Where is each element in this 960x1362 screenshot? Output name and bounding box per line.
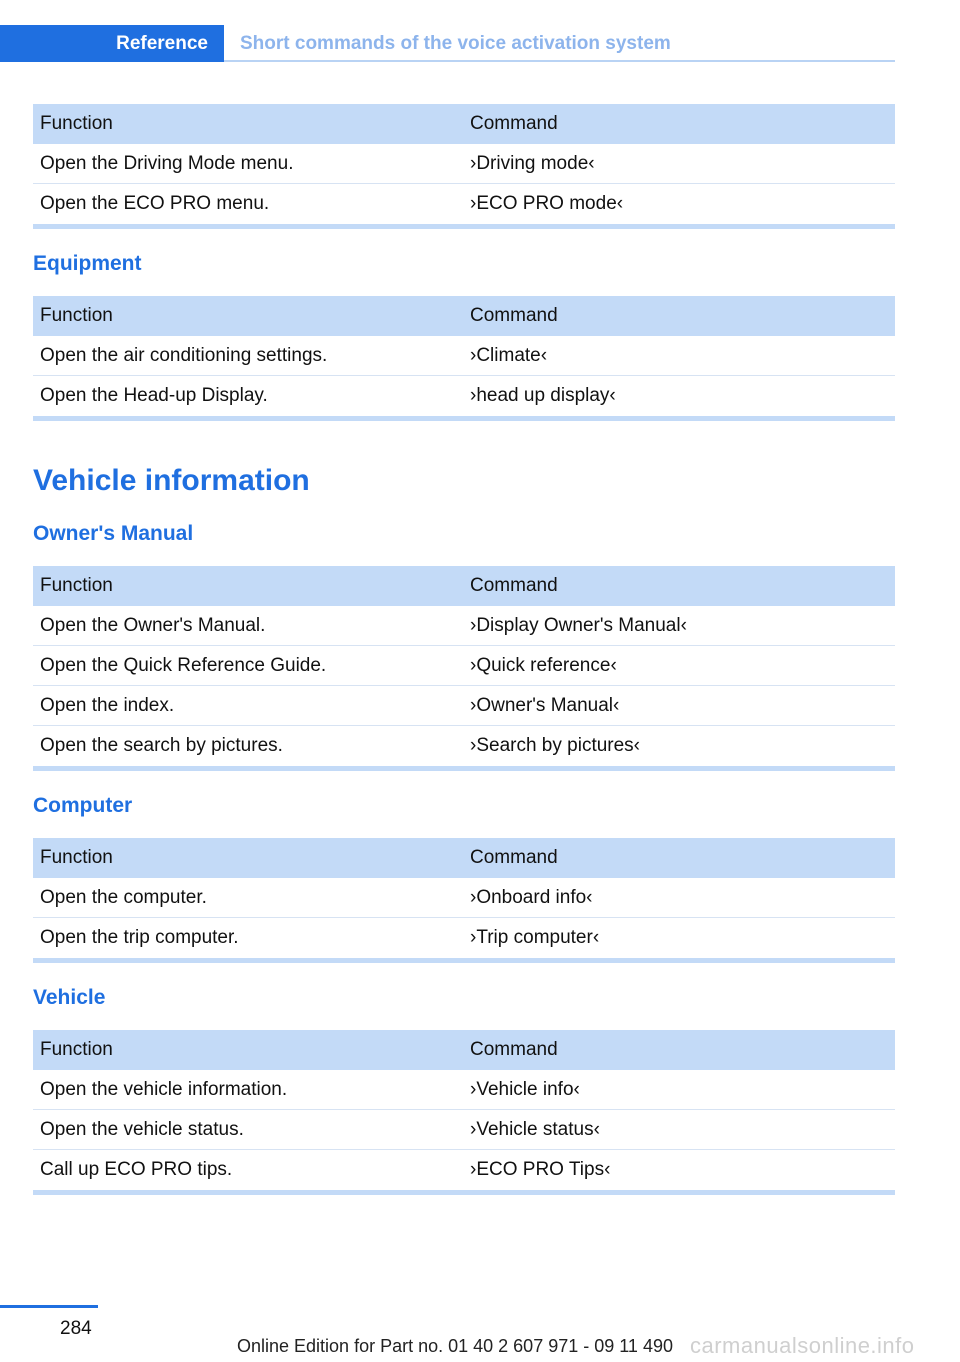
column-command: Command [470, 575, 558, 596]
function-cell: Open the vehicle status. [40, 1118, 244, 1140]
table-computer [33, 838, 895, 963]
table-end-bar [33, 416, 895, 421]
table-row [33, 1110, 895, 1150]
table-end-bar [33, 958, 895, 963]
function-cell: Open the ECO PRO menu. [40, 193, 270, 214]
column-function: Function [40, 575, 113, 596]
function-cell: Open the search by pictures. [40, 735, 283, 756]
column-function: Function [40, 113, 113, 134]
column-command: Command [470, 847, 558, 868]
table-equipment [33, 296, 895, 421]
command-cell: ›Trip computer‹ [470, 927, 600, 948]
edition-note: Online Edition for Part no. 01 40 2 607 971 - 09 11 490 [237, 1336, 673, 1356]
column-function: Function [40, 1039, 113, 1060]
command-cell: ›ECO PRO Tips‹ [470, 1159, 611, 1180]
function-cell: Open the Head-up Display. [40, 385, 268, 406]
table-header [33, 566, 895, 606]
page-number: 284 [60, 1318, 92, 1339]
command-cell: ›ECO PRO mode‹ [470, 193, 624, 214]
column-command: Command [470, 113, 558, 134]
heading-equipment: Equipment [33, 252, 142, 275]
section-tab[interactable]: Reference [0, 25, 224, 62]
table-end-bar [33, 1190, 895, 1195]
watermark: carmanualsonline.info [690, 1333, 915, 1358]
column-function: Function [40, 847, 113, 868]
table-row [33, 686, 895, 726]
function-cell: Call up ECO PRO tips. [40, 1159, 233, 1180]
table-row [33, 646, 895, 686]
command-cell: ›Vehicle info‹ [470, 1078, 580, 1100]
function-cell: Open the air conditioning settings. [40, 344, 328, 366]
function-cell: Open the index. [40, 694, 175, 716]
command-cell: ›Onboard info‹ [470, 886, 593, 908]
command-cell: ›Climate‹ [470, 344, 548, 366]
command-cell: ›head up display‹ [470, 385, 616, 406]
command-cell: ›Search by pictures‹ [470, 735, 641, 756]
heading-vehicle-information: Vehicle information [33, 464, 310, 497]
column-command: Command [470, 1039, 558, 1060]
table-header [33, 838, 895, 878]
table-header [33, 1030, 895, 1070]
function-cell: Open the Driving Mode menu. [40, 152, 294, 174]
command-cell: ›Owner's Manual‹ [470, 694, 620, 716]
table-row [33, 726, 895, 766]
table-row [33, 1150, 895, 1190]
column-function: Function [40, 305, 113, 326]
command-cell: ›Vehicle status‹ [470, 1118, 600, 1140]
header-rule [224, 60, 895, 62]
function-cell: Open the trip computer. [40, 927, 239, 948]
table-row [33, 144, 895, 184]
table-end-bar [33, 224, 895, 229]
function-cell: Open the Quick Reference Guide. [40, 654, 327, 676]
function-cell: Open the Owner's Manual. [40, 614, 266, 636]
table-header [33, 296, 895, 336]
function-cell: Open the computer. [40, 886, 207, 908]
table-row [33, 606, 895, 646]
table-vehicle [33, 1030, 895, 1195]
page-header [0, 25, 895, 62]
function-cell: Open the vehicle information. [40, 1078, 288, 1100]
table-owners-manual [33, 566, 895, 771]
table-row [33, 184, 895, 224]
table-driving-mode [33, 104, 895, 229]
table-row [33, 336, 895, 376]
heading-owners-manual: Owner's Manual [33, 522, 194, 545]
command-cell: ›Driving mode‹ [470, 152, 595, 174]
footer-rule [0, 1305, 98, 1308]
command-cell: ›Display Owner's Manual‹ [470, 614, 687, 636]
command-cell: ›Quick reference‹ [470, 654, 617, 676]
column-command: Command [470, 305, 558, 326]
table-header [33, 104, 895, 144]
table-row [33, 376, 895, 416]
breadcrumb[interactable]: Short commands of the voice activation system [240, 33, 671, 54]
table-row [33, 1070, 895, 1110]
heading-computer: Computer [33, 794, 133, 817]
table-row [33, 918, 895, 958]
heading-vehicle: Vehicle [33, 986, 106, 1009]
table-row [33, 878, 895, 918]
table-end-bar [33, 766, 895, 771]
